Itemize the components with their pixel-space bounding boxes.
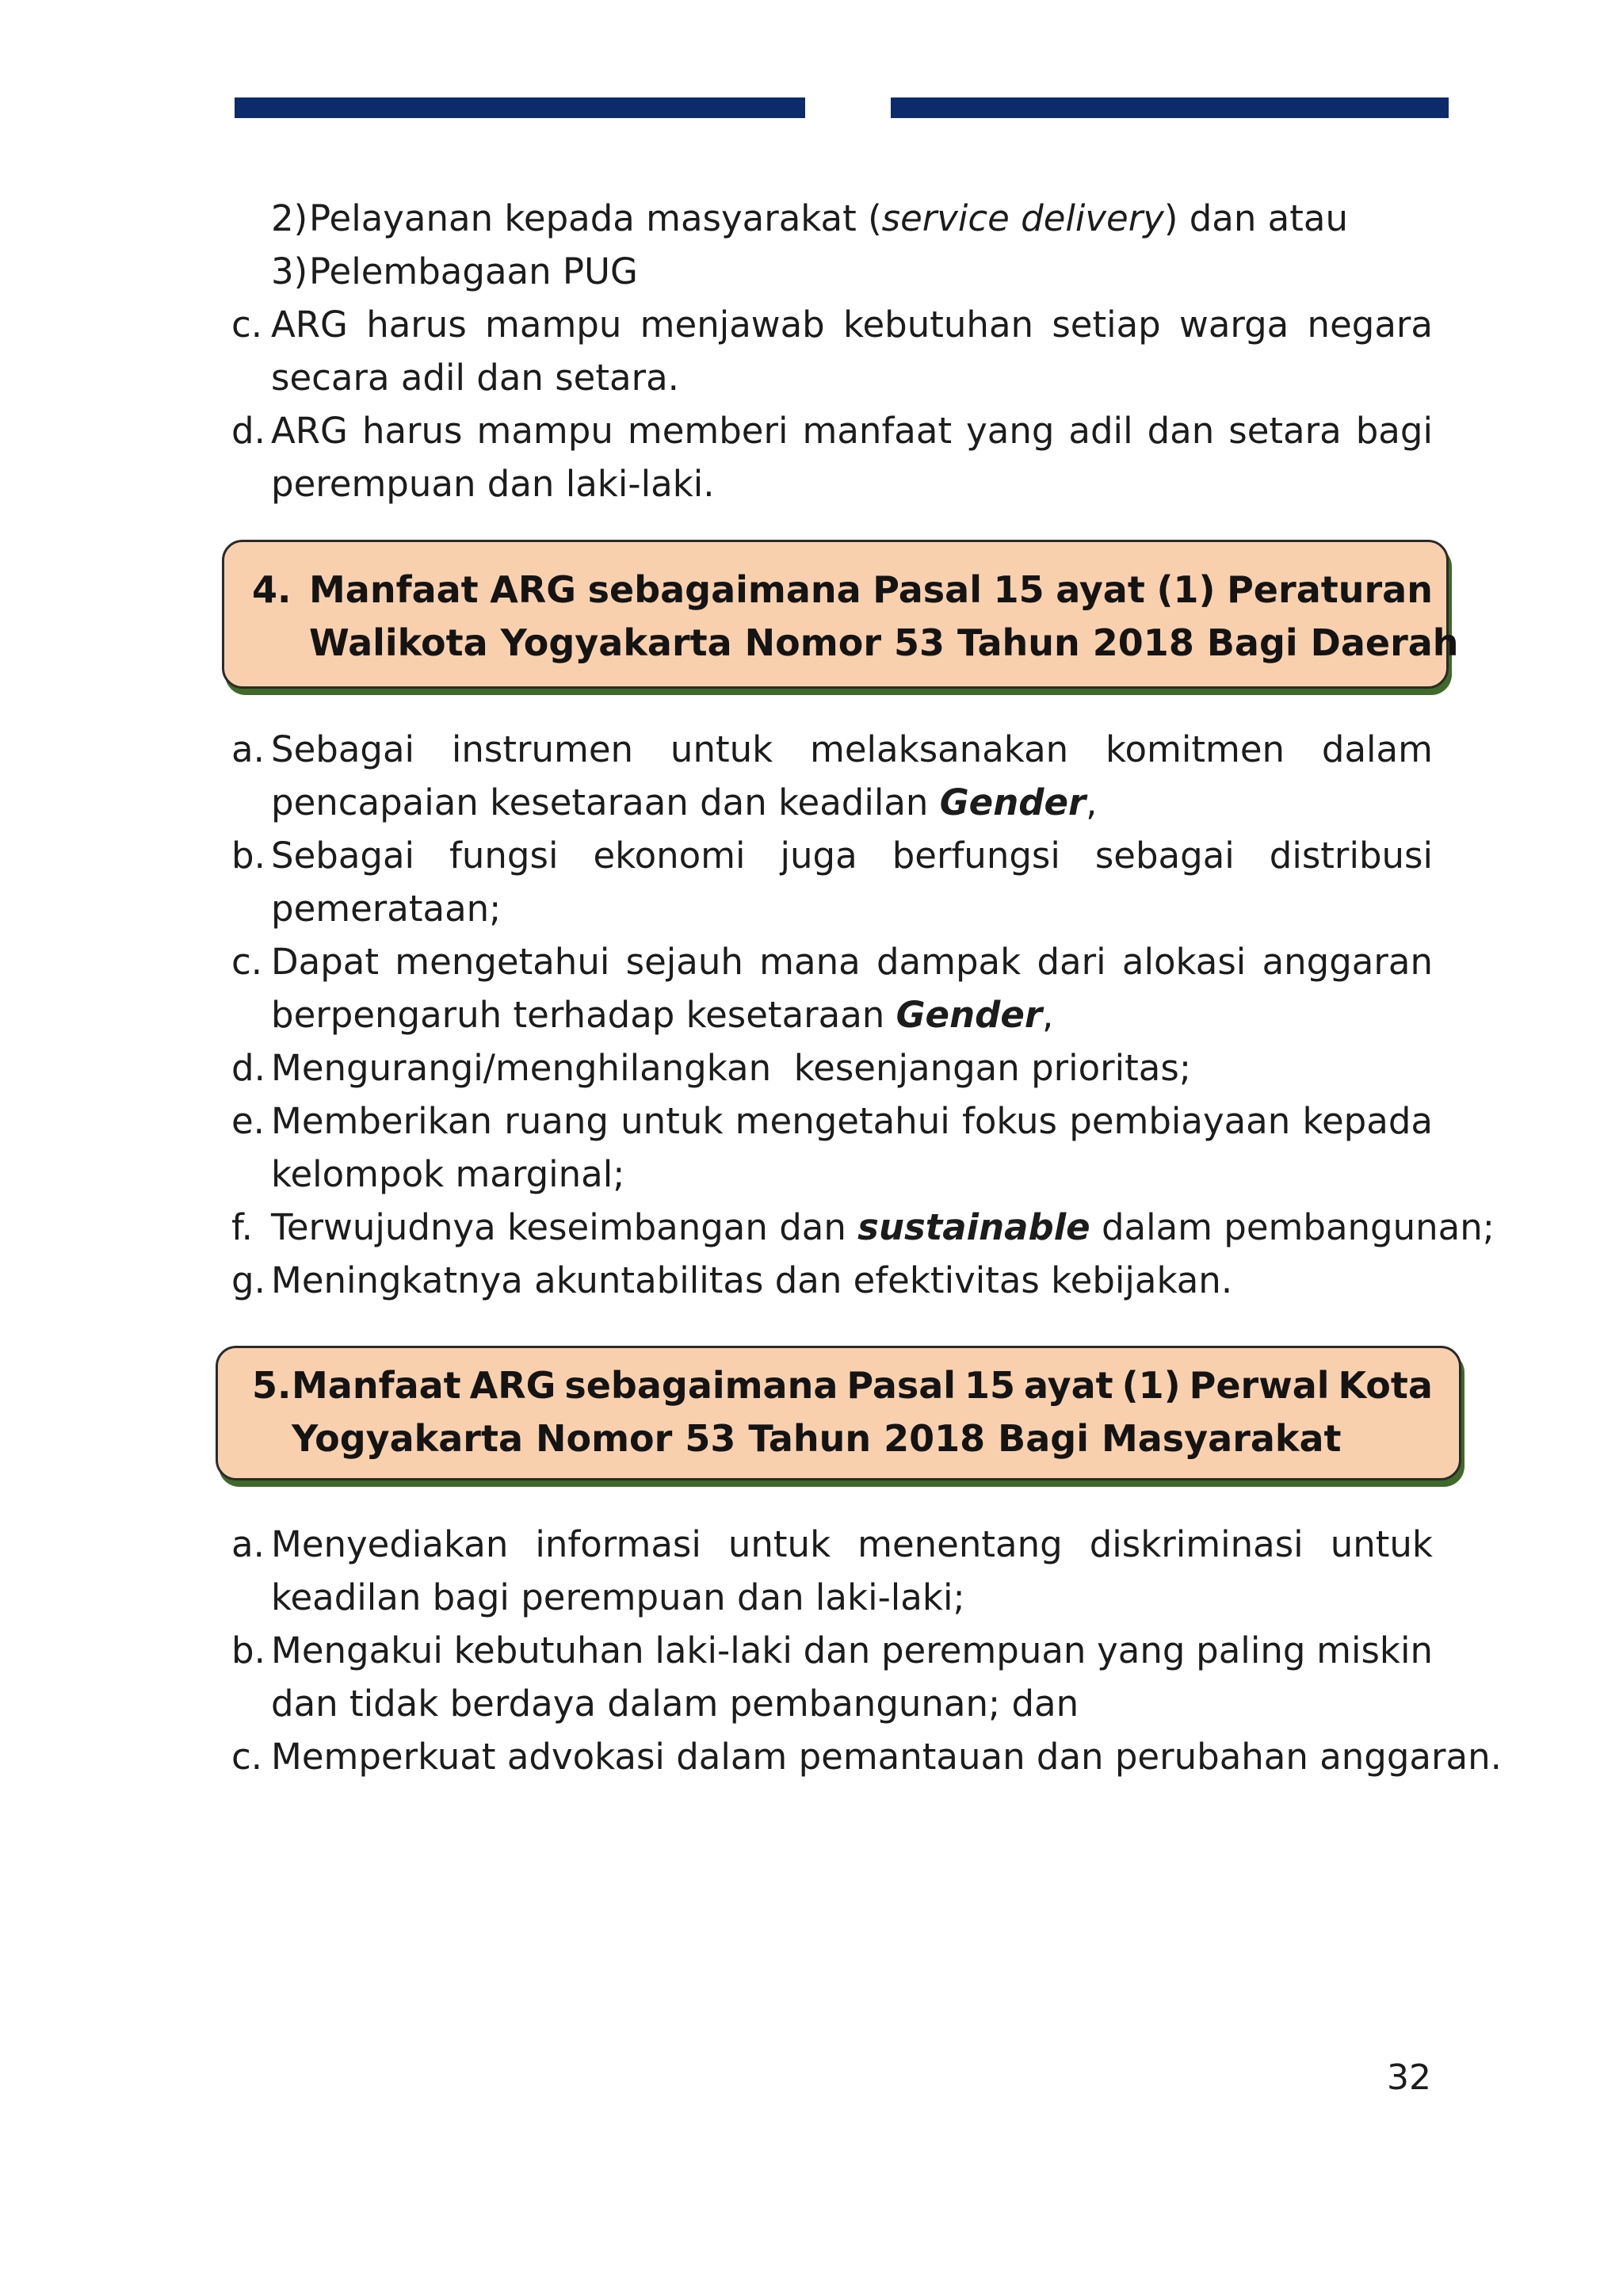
list-item-line: Memperkuat advokasi dalam pemantauan dan perubahan anggaran.	[271, 1736, 1502, 1778]
list-item-line: berpengaruh terhadap kesetaraan Gender,	[271, 994, 1054, 1036]
list-item-line: Dapat mengetahui sejauh mana dampak dari alokasi anggaran	[271, 941, 1433, 983]
header-bar-right	[891, 97, 1449, 118]
list-item-line: ARG harus mampu menjawab kebutuhan setiap warga negara	[271, 304, 1433, 346]
list-marker: d.	[231, 1047, 265, 1089]
list-item-line: Mengakui kebutuhan laki-laki dan perempuan yang paling miskin	[271, 1629, 1433, 1671]
list-item-line: ARG harus mampu memberi manfaat yang adil dan setara bagi	[271, 410, 1433, 452]
emphasis-text: sustainable	[857, 1206, 1090, 1248]
list-marker: c.	[231, 941, 263, 983]
list-marker: b.	[231, 835, 265, 877]
list-item: Pelembagaan PUG	[309, 250, 638, 292]
list-marker: c.	[231, 1736, 263, 1778]
list-marker: e.	[231, 1100, 265, 1142]
section-5-title-line1: Manfaat ARG sebagaimana Pasal 15 ayat (1) Perwal Kota	[292, 1364, 1433, 1407]
emphasis-text: service delivery	[881, 197, 1164, 239]
section-4-title-line2: Walikota Yogyakarta Nomor 53 Tahun 2018 Bagi Daerah	[309, 621, 1459, 664]
header-bar-left	[235, 97, 805, 118]
list-item-line: Memberikan ruang untuk mengetahui fokus pembiayaan kepada	[271, 1100, 1433, 1142]
section-number: 5.	[252, 1364, 292, 1407]
list-item-line: perempuan dan laki-laki.	[271, 463, 715, 505]
list-marker: 3)	[271, 250, 308, 292]
list-item-line: keadilan bagi perempuan dan laki-laki;	[271, 1576, 965, 1618]
section-number: 4.	[252, 568, 292, 611]
list-item-line: Sebagai fungsi ekonomi juga berfungsi sebagai distribusi	[271, 835, 1433, 877]
list-item-line: secara adil dan setara.	[271, 357, 679, 399]
list-item-line: dan tidak berdaya dalam pembangunan; dan	[271, 1683, 1079, 1725]
list-marker: c.	[231, 304, 263, 346]
list-item: Pelayanan kepada masyarakat (service delivery) dan atau	[309, 197, 1348, 239]
list-item-line: Terwujudnya keseimbangan dan sustainable dalam pembangunan;	[271, 1206, 1495, 1248]
list-marker: f.	[231, 1206, 253, 1248]
list-item-line: kelompok marginal;	[271, 1153, 625, 1195]
list-item-line: Sebagai instrumen untuk melaksanakan komitmen dalam	[271, 728, 1433, 770]
list-marker: g.	[231, 1259, 265, 1301]
list-marker: a.	[231, 728, 265, 770]
section-5-title-line2: Yogyakarta Nomor 53 Tahun 2018 Bagi Masyarakat	[292, 1417, 1342, 1460]
list-marker: b.	[231, 1629, 265, 1671]
list-item-line: Meningkatnya akuntabilitas dan efektivitas kebijakan.	[271, 1259, 1233, 1301]
page-number: 32	[1387, 2057, 1431, 2098]
section-4-title-line1: Manfaat ARG sebagaimana Pasal 15 ayat (1) Peraturan	[309, 568, 1433, 611]
emphasis-text: Gender	[939, 781, 1086, 823]
list-item-line: pemerataan;	[271, 888, 502, 930]
list-marker: d.	[231, 410, 265, 452]
list-item-line: pencapaian kesetaraan dan keadilan Gender,	[271, 781, 1098, 823]
list-item-line: Mengurangi/menghilangkan kesenjangan prioritas;	[271, 1047, 1191, 1089]
emphasis-text: Gender	[896, 994, 1043, 1036]
list-item-line: Menyediakan informasi untuk menentang diskriminasi untuk	[271, 1523, 1433, 1565]
list-marker: a.	[231, 1523, 265, 1565]
list-marker: 2)	[271, 197, 308, 239]
